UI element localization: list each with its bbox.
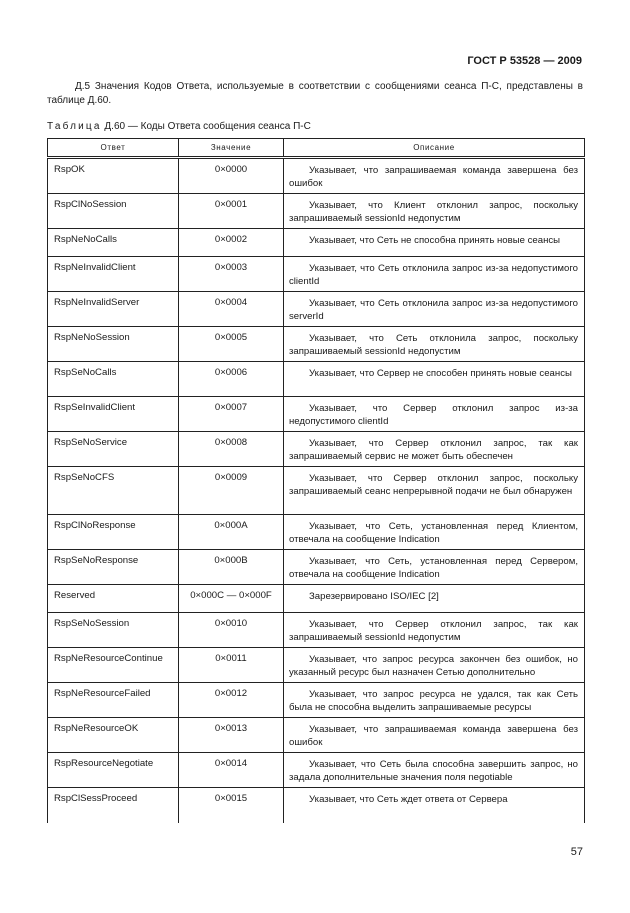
response-value: 0×0000 <box>179 158 284 194</box>
response-name: RspNeNoSession <box>48 327 179 362</box>
response-description: Указывает, что Сеть не способна принять новые сеансы <box>284 229 585 257</box>
table-row <box>48 362 585 397</box>
column-header-description: Описание <box>284 139 585 158</box>
table-header-row <box>48 139 585 158</box>
response-value: 0×0009 <box>179 467 284 515</box>
table-row <box>48 585 585 613</box>
table-row <box>48 648 585 683</box>
response-name: RspClNoResponse <box>48 515 179 550</box>
response-value: 0×000B <box>179 550 284 585</box>
response-value: 0×000C — 0×000F <box>179 585 284 613</box>
response-description: Указывает, что Клиент отклонил запрос, поскольку запрашиваемый sessionId недопустим <box>284 194 585 229</box>
response-value: 0×0006 <box>179 362 284 397</box>
table-row <box>48 327 585 362</box>
response-name: RspClNoSession <box>48 194 179 229</box>
response-description: Указывает, что запрашиваемая команда завершена без ошибок <box>284 158 585 194</box>
response-name: RspOK <box>48 158 179 194</box>
response-value: 0×0004 <box>179 292 284 327</box>
response-name: RspResourceNegotiate <box>48 753 179 788</box>
response-description: Указывает, что Сервер отклонил запрос, поскольку запрашиваемый сеанс непрерывной подачи не был обнаружен <box>284 467 585 515</box>
response-name: RspNeResourceFailed <box>48 683 179 718</box>
response-name: RspSeNoCFS <box>48 467 179 515</box>
response-value: 0×0008 <box>179 432 284 467</box>
response-description: Указывает, что Сеть, установленная перед Сервером, отвечала на сообщение Indication <box>284 550 585 585</box>
response-name: RspNeResourceOK <box>48 718 179 753</box>
response-value: 0×0001 <box>179 194 284 229</box>
response-name: RspClSessProceed <box>48 788 179 824</box>
response-description: Указывает, что Сеть отклонила запрос из-за недопустимого clientId <box>284 257 585 292</box>
response-name: RspNeInvalidServer <box>48 292 179 327</box>
response-description: Указывает, что Сеть ждет ответа от Сервера <box>284 788 585 824</box>
response-value: 0×0015 <box>179 788 284 824</box>
table-row <box>48 194 585 229</box>
response-value: 0×0011 <box>179 648 284 683</box>
column-header-response: Ответ <box>48 139 179 158</box>
table-row <box>48 788 585 824</box>
table-row <box>48 550 585 585</box>
table-row <box>48 718 585 753</box>
table-row <box>48 613 585 648</box>
page-number: 57 <box>570 846 583 858</box>
response-description: Указывает, что Сервер отклонил запрос, так как запрашиваемый сервис не может быть обеспечен <box>284 432 585 467</box>
response-description: Указывает, что Сеть, установленная перед Клиентом, отвечала на сообщение Indication <box>284 515 585 550</box>
response-value: 0×0007 <box>179 397 284 432</box>
table-caption-prefix: Таблица <box>47 121 102 132</box>
response-value: 0×000A <box>179 515 284 550</box>
response-description: Указывает, что Сервер не способен принять новые сеансы <box>284 362 585 397</box>
response-name: RspSeNoResponse <box>48 550 179 585</box>
table-row <box>48 257 585 292</box>
response-description: Указывает, что Сеть отклонила запрос, поскольку запрашиваемый sessionId недопустим <box>284 327 585 362</box>
response-name: RspNeResourceContinue <box>48 648 179 683</box>
response-description: Указывает, что Сервер отклонил запрос из-за недопустимого clientId <box>284 397 585 432</box>
table-row <box>48 397 585 432</box>
response-name: Reserved <box>48 585 179 613</box>
response-value: 0×0014 <box>179 753 284 788</box>
table-row <box>48 432 585 467</box>
response-name: RspSeInvalidClient <box>48 397 179 432</box>
response-value: 0×0013 <box>179 718 284 753</box>
response-description: Указывает, что запрос ресурса не удался, так как Сеть была не способна выделить запрашиваемые ресурсы <box>284 683 585 718</box>
standard-id-header: ГОСТ Р 53528 — 2009 <box>467 55 582 67</box>
response-value: 0×0002 <box>179 229 284 257</box>
response-description: Указывает, что запрашиваемая команда завершена без ошибок <box>284 718 585 753</box>
response-codes-table <box>47 138 585 823</box>
response-description: Указывает, что Сервер отклонил запрос, так как запрашиваемый sessionId недопустим <box>284 613 585 648</box>
response-name: RspSeNoCalls <box>48 362 179 397</box>
column-header-value: Значение <box>179 139 284 158</box>
table-caption <box>47 121 311 132</box>
response-value: 0×0003 <box>179 257 284 292</box>
response-description: Зарезервировано ISO/IEC [2] <box>284 585 585 613</box>
response-description: Указывает, что Сеть отклонила запрос из-за недопустимого serverId <box>284 292 585 327</box>
response-name: RspSeNoSession <box>48 613 179 648</box>
table-row <box>48 753 585 788</box>
response-name: RspNeNoCalls <box>48 229 179 257</box>
table-caption-title: Д.60 — Коды Ответа сообщения сеанса П-С <box>101 121 311 132</box>
response-value: 0×0005 <box>179 327 284 362</box>
table-row <box>48 467 585 515</box>
intro-paragraph: Д.5 Значения Кодов Ответа, используемые в соответствии с сообщениями сеанса П-С, представлены в таблице Д.60. <box>47 81 583 106</box>
table-row <box>48 683 585 718</box>
table-row <box>48 292 585 327</box>
table-row <box>48 158 585 194</box>
response-name: RspSeNoService <box>48 432 179 467</box>
response-name: RspNeInvalidClient <box>48 257 179 292</box>
table-row <box>48 229 585 257</box>
response-value: 0×0012 <box>179 683 284 718</box>
table-row <box>48 515 585 550</box>
response-description: Указывает, что запрос ресурса закончен без ошибок, но указанный ресурс был назначен Сетью дополнительно <box>284 648 585 683</box>
response-description: Указывает, что Сеть была способна завершить запрос, но задала дополнительные значения поля negotiable <box>284 753 585 788</box>
response-value: 0×0010 <box>179 613 284 648</box>
